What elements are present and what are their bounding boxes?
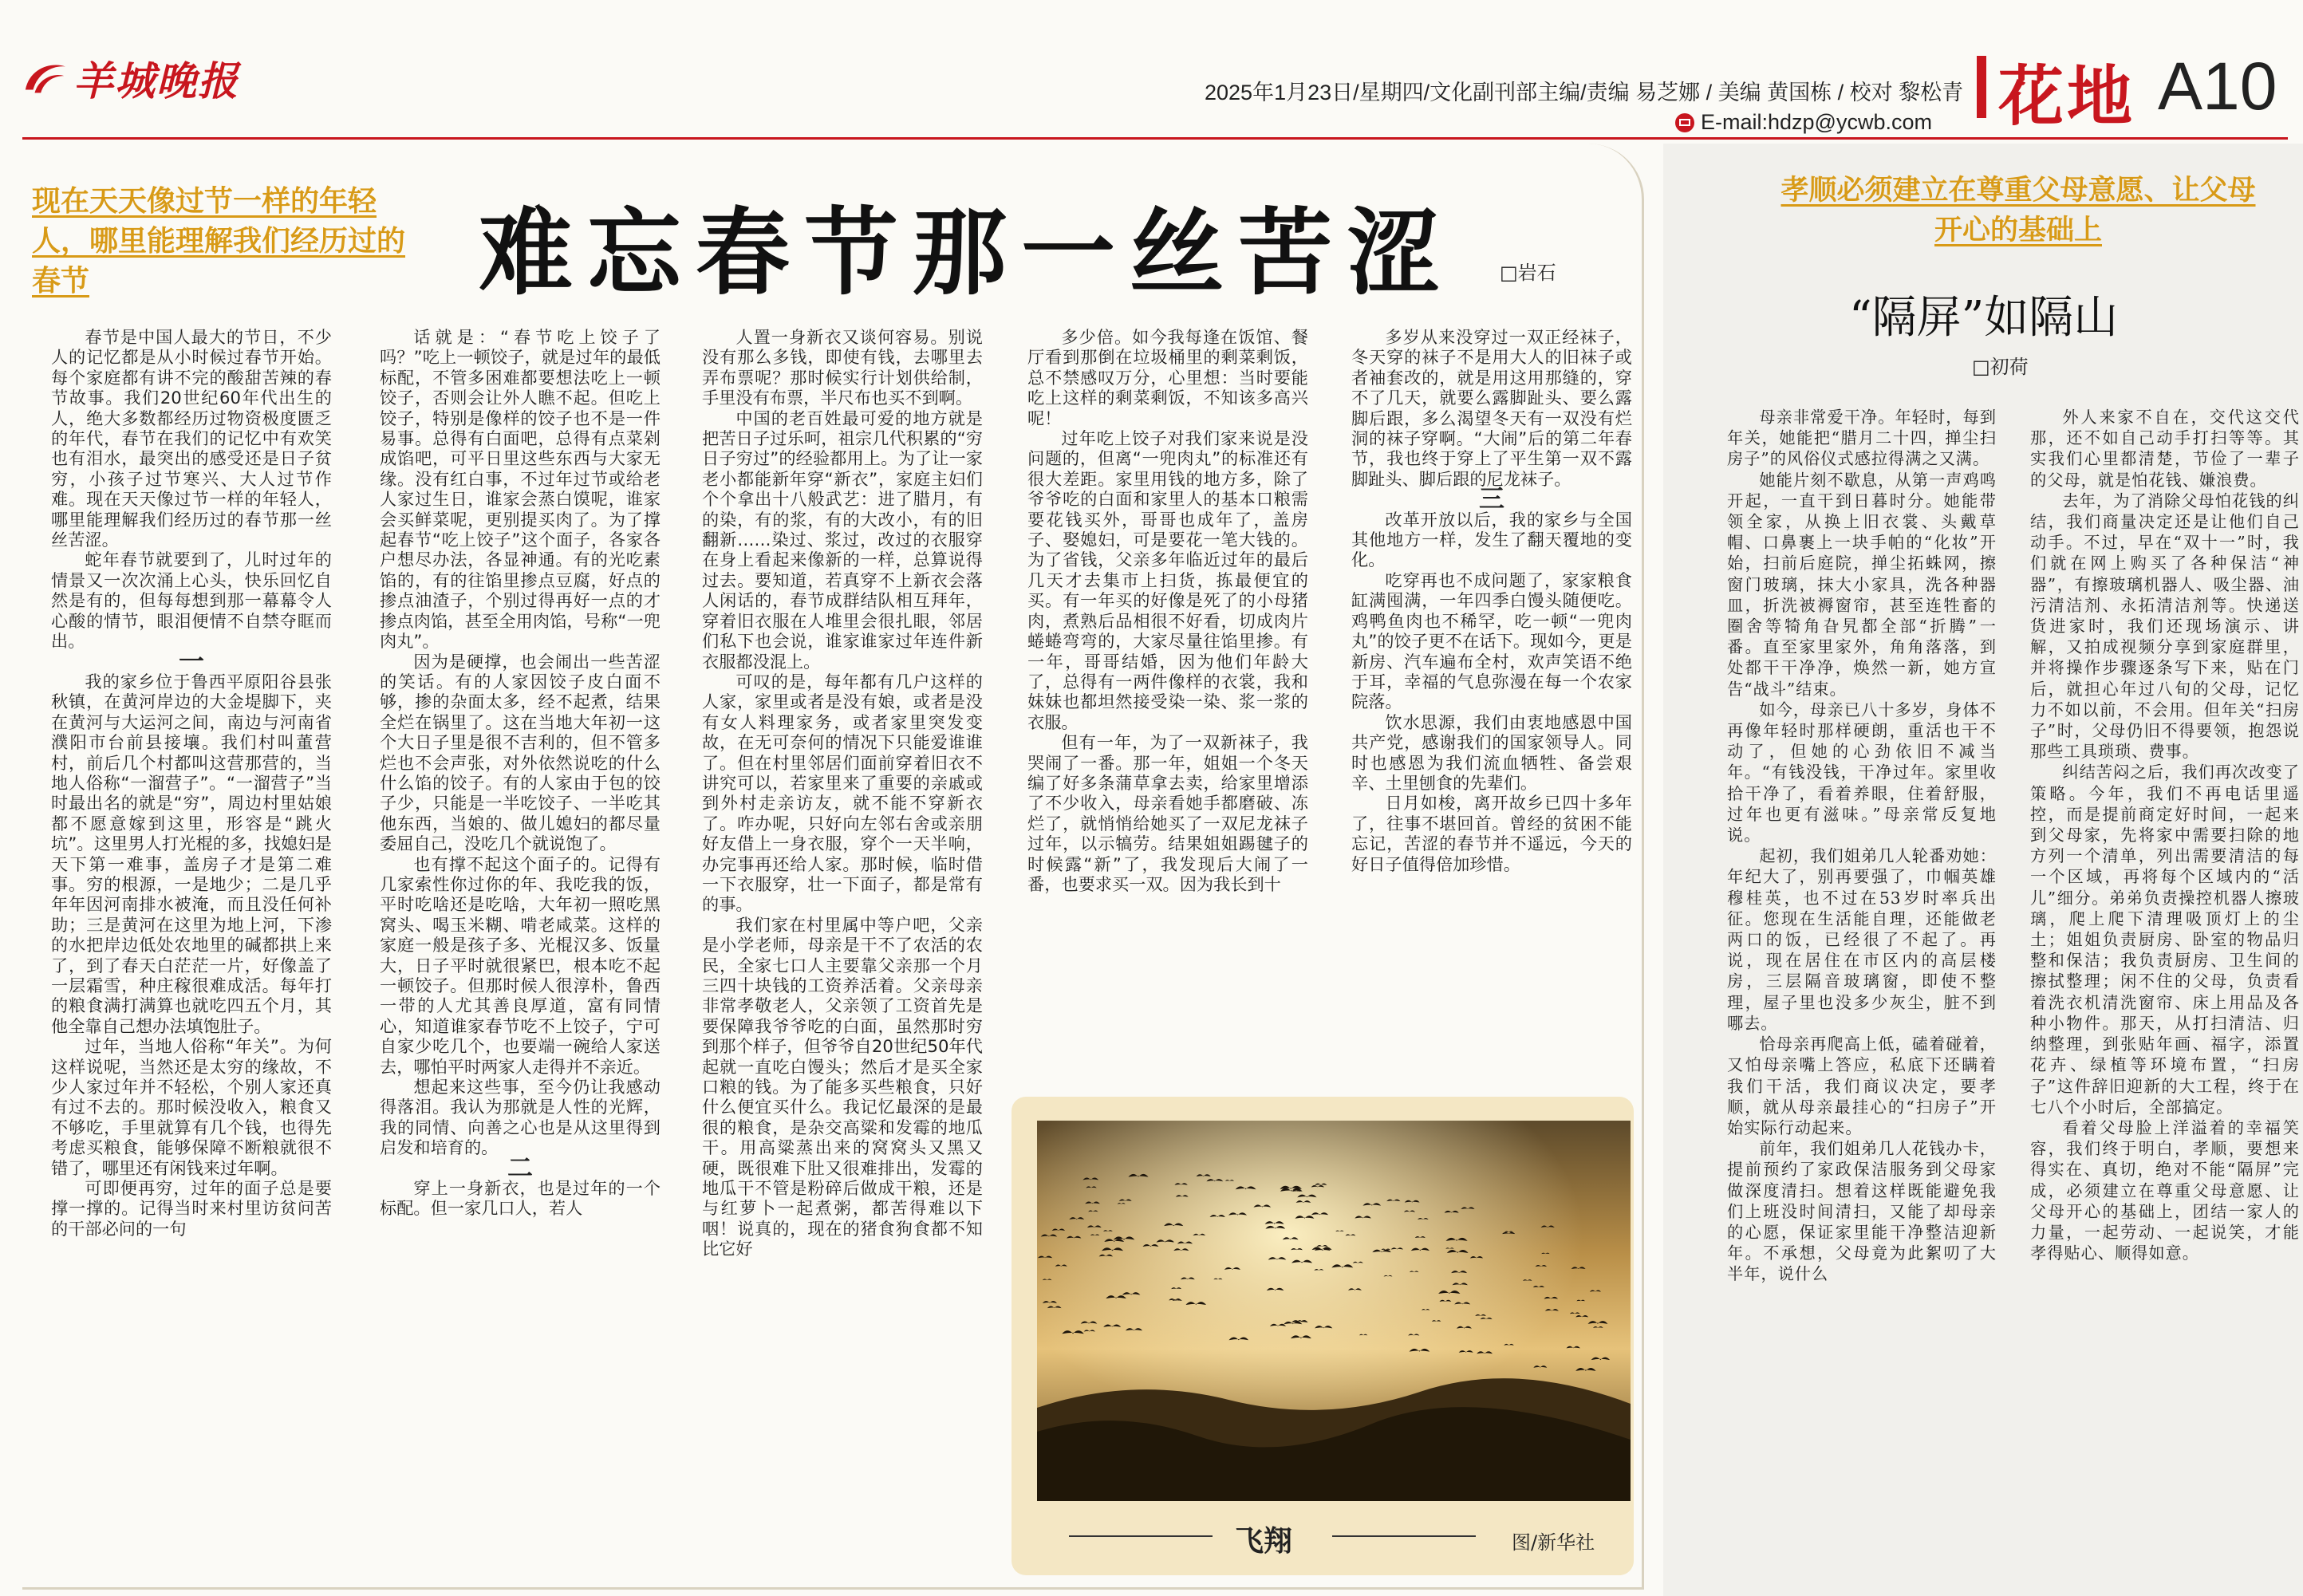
photo-credit: 图/新华社 xyxy=(1512,1531,1595,1554)
paragraph: 过年吃上饺子对我们家来说是没问题的，但离“一兜肉丸”的标准还有很大差距。家里用钱的地方多，除了爷爷吃的白面和家里人的基本口粮需要花钱买外，哥哥也成年了，盖房子、娶媳妇，可是要花一笔大钱的。为了省钱，父亲多年临近过年的最后几天才去集市上扫货，拣最便宜的买。有一年买的好像是死了的小母猪肉，煮熟后品相很不好看，切成肉片蜷蜷弯弯的，大家尽量往馅里掺。有一年，哥哥结婚，因为他们年龄大了，总得有一两件像样的衣裳，我和妹妹也都坦然接受染一染、浆一浆的衣服。 xyxy=(1027,428,1308,732)
article-column-3 xyxy=(702,327,983,1259)
paragraph: 多岁从来没穿过一双正经袜子，冬天穿的袜子不是用大人的旧袜子或者袖套改的，就是用这用那缝的，穿不了几天，就要么露脚趾头、要么露脚后跟，多么渴望冬天有一双没有烂洞的袜子穿啊。“大闹”后的第二年春节，我也终于穿上了平生第一双不露脚趾头、脚后跟的尼龙袜子。 xyxy=(1351,327,1632,489)
paragraph: 改革开放以后，我的家乡与全国其他地方一样，发生了翻天覆地的变化。 xyxy=(1351,509,1632,570)
paragraph: 如今，母亲已八十多岁，身体不再像年轻时那样硬朗，重活也干不动了，但她的心劲依旧不减当年。“有钱没钱，干净过年。家里收拾干净了，看着养眼，住着舒服，过年也更有滋味。”母亲常反复地说。 xyxy=(1727,699,1997,845)
paragraph: 话就是：“春节吃上饺子了吗？”吃上一顿饺子，就是过年的最低标配，不管多困难都要想法吃上一顿饺子，否则会让外人瞧不起。但吃上饺子，特别是像样的饺子也不是一件易事。总得有白面吧，总得有点菜剁成馅吧，可平日里这些东西与大家无缘。没有红白事，不过年过节或给老人家过生日，谁家会蒸白馍呢，谁家会买鲜菜呢，更别提买肉了。为了撑起春节“吃上饺子”这个面子，各家各户想尽办法，各显神通。有的光吃素馅的，有的往馅里掺点豆腐，好点的掺点油渣子，个别过得再好一点的才掺点肉馅，甚至全用肉馅，号称“一兜肉丸”。 xyxy=(380,327,661,652)
main-byline: □岩石 xyxy=(1500,262,1556,284)
paragraph: 穿上一身新衣，也是过年的一个标配。但一家几口人，若人 xyxy=(380,1178,661,1219)
main-headline: 难忘春节那一丝苦涩 xyxy=(479,197,1456,308)
dateline: 2025年1月23日/星期四/文化副刊部主编/责编 易芝娜 / 美编 黄国栋 / 校对 黎松青 xyxy=(1205,81,1964,104)
newspaper-logo xyxy=(22,49,239,107)
masthead-rule xyxy=(22,137,2288,140)
photo-caption: 飞翔 xyxy=(1235,1525,1293,1558)
paragraph: 日月如梭，离开故乡已四十多年了，往事不堪回首。曾经的贫困不能忘记，苦涩的春节并不遥远，今天的好日子值得倍加珍惜。 xyxy=(1351,793,1632,874)
side-col2-text xyxy=(2030,407,2300,1263)
logo-swirl-icon xyxy=(22,58,69,98)
side-column-1 xyxy=(1727,407,1997,1285)
article-column-4 xyxy=(1027,327,1308,894)
section-number-3: 三 xyxy=(1478,483,1504,514)
side-subhead: 孝顺必须建立在尊重父母意愿、让父母开心的基础上 xyxy=(1780,175,2256,246)
paragraph: 吃穿再也不成问题了，家家粮食缸满囤满，一年四季白馒头随便吃。鸡鸭鱼肉也不稀罕，吃一顿“一兜肉丸”的饺子更不在话下。现如今，更是新房、汽车遍布全村，欢声笑语不绝于耳，幸福的气息弥漫在每一个农家院落。 xyxy=(1351,569,1632,712)
section-number-1: 一 xyxy=(178,645,204,676)
paragraph: 我的家乡位于鲁西平原阳谷县张秋镇，在黄河岸边的大金堤脚下，夹在黄河与大运河之间，南边与河南省濮阳市台前县接壤。我们村叫董营村，前后几个村都叫这营那营的，当地人俗称“一溜营子”。“一溜营子”当时最出名的就是“穷”，周边村里姑娘都不愿意嫁到这里，形容是“跳火坑”。这里男人打光棍的多，找媳妇是天下第一难事，盖房子才是第二难事。穷的根源，一是地少；二是几乎年年因河南排水被淹，而且没任何补助；三是黄河在这里为地上河，下渗的水把岸边低处农地里的碱都拱上来了，到了春天白茫茫一片，好像盖了一层霜雪，种庄稼很难成活。每年打的粮食满打满算也就吃四五个月，其他全靠自己想办法填饱肚子。 xyxy=(51,671,332,1036)
col1-part-b xyxy=(51,672,332,1239)
col3-part-a xyxy=(702,327,983,1259)
logo-text: 羊城晚报 xyxy=(73,58,239,104)
article-column-1 xyxy=(51,327,332,1239)
paragraph: 饮水思源，我们由衷地感恩中国共产党，感谢我们的国家领导人。同时也感恩为我们流血牺牲、备尝艰辛、土里刨食的先辈们。 xyxy=(1351,711,1632,793)
photo-flying-birds xyxy=(1037,1121,1631,1501)
sunset-birds-image xyxy=(1037,1121,1631,1501)
paragraph: 中国的老百姓最可爱的地方就是把苦日子过乐呵，祖宗几代积累的“穷日子穷过”的经验都用上。为了让一家老小都能新年穿“新衣”，家庭主妇们个个拿出十八般武艺：进了腊月，有的染，有的浆，有的大改小，有的旧翻新……染过、浆过，改过的衣服穿在身上看起来像新的一样，总算说得过去。要知道，若真穿不上新衣会落人闲话的，春节成群结队相互拜年，穿着旧衣服在人堆里会很扎眼，邻居们私下也会说，谁家谁家过年连件新衣服都没混上。 xyxy=(702,408,983,672)
paragraph: 可叹的是，每年都有几户这样的人家，家里或者是没有娘，或者是没有女人料理家务，或者家里突发变故，在无可奈何的情况下只能爱谁谁了。但在村里邻居们面前穿着旧衣不讲究可以，若家里来了重要的亲戚或到外村走亲访友，就不能不穿新衣了。咋办呢，只好向左邻右舍或亲朋好友借上一身衣服，穿个一天半响，办完事再还给人家。那时候，临时借一下衣服穿，壮一下面子，都是常有的事。 xyxy=(702,671,983,915)
paragraph: 去年，为了消除父母怕花钱的纠结，我们商量决定还是让他们自己动手。不过，早在“双十一”时，我们就在网上购买了各种保洁“神器”，有擦玻璃机器人、吸尘器、油污清洁剂、永拓清洁剂等。快递送货进家时，我们还现场演示、讲解，又拍成视频分享到家庭群里，并将操作步骤逐条写下来，贴在门后，就担心年过八旬的父母，记忆力不如以前，不会用。但年关“扫房子”时，父母仍旧不得要领，抱怨说那些工具琐琐、费事。 xyxy=(2030,491,2300,762)
mail-icon xyxy=(1675,113,1694,132)
paragraph: 但有一年，为了一双新袜子，我哭闹了一番。那一年，姐姐一个冬天编了好多条蒲草拿去卖，给家里增添了不少收入，母亲看她手都磨破、冻烂了，就悄悄给她买了一双尼龙袜子过年，以示犒劳。结果姐姐踢毽子的时候露“新”了，我发现后大闹了一番，也要求买一双。因为我长到十 xyxy=(1027,732,1308,894)
col5-part-a xyxy=(1351,327,1632,489)
col2-part-b xyxy=(380,1178,661,1219)
caption-rule-left xyxy=(1069,1535,1213,1537)
paragraph: 纠结苦闷之后，我们再次改变了策略。今年，我们不再电话里遥控，而是提前商定好时间，一起来到父母家，先将家中需要扫除的地方列一个清单，列出需要清洁的每一个区域，再将每个区域内的“活儿”细分。弟弟负责操控机器人擦玻璃，爬上爬下清理吸顶灯上的尘土；姐姐负责厨房、卧室的物品归整和保洁；我负责厨房、卫生间的擦拭整理；闲不住的父母，负责看着洗衣机清洗窗帘、床上用品及各种小物件。那天，从打扫清洁、归纳整理，到张贴年画、福字，添置花卉、绿植等环境布置，“扫房子”这件辞旧迎新的大工程，终于在七八个小时后，全部搞定。 xyxy=(2030,763,2300,1117)
paragraph: 过年，当地人俗称“年关”。为何这样说呢，当然还是太穷的缘故，不少人家过年并不轻松，个别人家还真有过不去的。那时候没收入，粮食又不够吃，手里就算有几个钱，也得先考虑买粮食，能够保障不断粮就很不错了，哪里还有闲钱来过年啊。 xyxy=(51,1036,332,1178)
paragraph: 恰母亲再爬高上低，磕着碰着，又怕母亲嘴上答应，私底下还瞒着我们干活，我们商议决定，要孝顺，就从母亲最挂心的“扫房子”开始实际行动起来。 xyxy=(1727,1034,1997,1137)
col5-part-b xyxy=(1351,510,1632,874)
paragraph: 人置一身新衣又谈何容易。别说没有那么多钱，即使有钱，去哪里去弄布票呢？那时候实行计划供给制，手里没有布票，半尺布也买不到啊。 xyxy=(702,327,983,408)
article-column-5 xyxy=(1351,327,1632,874)
paragraph: 母亲非常爱干净。年轻时，每到年关，她能把“腊月二十四，掸尘扫房子”的风俗仪式感拉得满之又满。 xyxy=(1727,408,1997,469)
paragraph: 前年，我们姐弟几人花钱办卡，提前预约了家政保洁服务到父母家做深度清扫。想着这样既能避免我们上班没时间清扫，又能了却母亲的心愿，保证家里能干净整洁迎新年。不承想，父母竟为此絮叨了大半年，说什么 xyxy=(1727,1139,1997,1284)
paragraph: 看着父母脸上洋溢着的幸福笑容，我们终于明白，孝顺，要想来得实在、真切，绝对不能“隔屏”完成，必须建立在尊重父母意愿、让父母开心的基础上，团结一家人的力量，一起劳动、一起说笑，才能孝得贴心、顺得如意。 xyxy=(2030,1117,2300,1263)
paragraph: 可即便再穷，过年的面子总是要撑一撑的。记得当时来村里访贫问苦的干部必问的一句 xyxy=(51,1178,332,1239)
paragraph: 她能片刻不歇息，从第一声鸡鸣开起，一直干到日暮时分。她能带领全家，从换上旧衣裳、头戴草帽、口鼻裹上一块手帕的“化妆”开始，扫前后庭院，掸尘拓蛛网，擦窗门玻璃，抹大小家具，洗各种器皿，折洗被褥窗帘，甚至连牲畜的圈舍等犄角旮旯都全部“折腾”一番。直至家里家外，角角落落，到处都干干净净，焕然一新，她方宣告“战斗”结束。 xyxy=(1727,470,1997,699)
page-number: A10 xyxy=(2158,49,2277,124)
side-col1-text xyxy=(1727,407,1997,1285)
paragraph: 起初，我们姐弟几人轮番劝她：年纪大了，别再要强了，巾帼英雄穆桂英，也不过在53岁时率兵出征。您现在生活能自理，还能做老两口的饭，已经很了不起了。再说，现在居住在市区内的高层楼房，三层隔音玻璃窗，即使不整理，屋子里也没多少灰尘，脏不到哪去。 xyxy=(1727,846,1997,1033)
caption-rule-right xyxy=(1332,1535,1476,1537)
email-text: E-mail:hdzp@ycwb.com xyxy=(1701,110,1932,134)
side-headline: “隔屏”如隔山 xyxy=(1849,292,2119,344)
paragraph: 我们家在村里属中等户吧，父亲是小学老师，母亲是干不了农活的农民，全家七口人主要靠父亲那一个月三四十块钱的工资养活着。父亲母亲非常孝敬老人，父亲领了工资首先是要保障我爷爷吃的白面，虽然那时穷到那个样子，但爷爷自20世纪50年代起就一直吃白馒头；然后才是买全家口粮的钱。为了能多买些粮食，只好什么便宜买什么。我记忆最深的是最很的粮食，是杂交高粱和发霉的地瓜干。用高粱蒸出来的窝窝头又黑又硬，既很难下肚又很难排出，发霉的地瓜干不管是粉碎后做成干粮，还是与红萝卜一起煮粥，都苦得难以下咽！说真的，现在的猪食狗食都不知比它好 xyxy=(702,914,983,1259)
article-column-2 xyxy=(380,327,661,1219)
section-name: 花地 xyxy=(1998,59,2136,135)
section-marker xyxy=(1977,56,1986,118)
paragraph: 蛇年春节就要到了，儿时过年的情景又一次次涌上心头，快乐回忆自然是有的，但每每想到那一幕幕令人心酸的情节，眼泪便情不自禁夺眶而出。 xyxy=(51,550,332,652)
paragraph: 春节是中国人最大的节日，不少人的记忆都是从小时候过春节开始。每个家庭都有讲不完的酸甜苦辣的春节故事。我们20世纪60年代出生的人，绝大多数都经历过物资极度匮乏的年代，春节在我们的记忆中有欢笑也有泪水，最突出的感受还是日子贫穷，小孩子过节寒兴、大人过节作难。现在天天像过节一样的年轻人，哪里能理解我们经历过的春节那一丝丝苦涩。 xyxy=(51,327,332,550)
paragraph: 多少倍。如今我每逢在饭馆、餐厅看到那倒在垃圾桶里的剩菜剩饭，总不禁感叹万分，心里想：当时要能吃上这样的剩菜剩饭，不知该多高兴呢！ xyxy=(1027,327,1308,428)
paragraph: 也有撑不起这个面子的。记得有几家索性你过你的年、我吃我的饭，平时吃啥还是吃啥，大年初一照吃黑窝头、喝玉米糊、啃老咸菜。这样的家庭一般是孩子多、光棍汉多、饭量大，日子平时就很紧巴，根本吃不起一顿饺子。但那时候人很淳朴，鲁西一带的人尤其善良厚道，富有同情心，知道谁家春节吃不上饺子，宁可自家少吃几个，也要端一碗给人家送去，哪怕平时两家人走得并不亲近。 xyxy=(380,853,661,1077)
col4-part-a xyxy=(1027,327,1308,894)
col2-part-a xyxy=(380,327,661,1158)
email-line xyxy=(1675,110,1932,135)
side-column-2 xyxy=(2030,407,2300,1263)
paragraph: 想起来这些事，至今仍让我感动得落泪。我认为那就是人性的光辉，我的同情、向善之心也是从这里得到启发和培育的。 xyxy=(380,1077,661,1158)
paragraph: 因为是硬撑，也会闹出一些苦涩的笑话。有的人家因饺子皮白面不够，掺的杂面太多，经不起煮，结果全烂在锅里了。这在当地大年初一这个大日子里是很不吉利的，但不管多烂也不会声张，对外依然说吃的什么什么馅的饺子。有的人家由于包的饺子少，只能是一半吃饺子、一半吃其他东西，当娘的、做儿媳妇的都尽量委屈自己，没吃几个就说饱了。 xyxy=(380,651,661,854)
col1-part-a xyxy=(51,327,332,652)
main-subhead: 现在天天像过节一样的年轻人，哪里能理解我们经历过的春节 xyxy=(32,185,406,298)
paragraph: 外人来家不自在，交代这交代那，还不如自己动手打扫等等。其实我们心里都清楚，节俭了一辈子的父母，就是怕花钱、嫌浪费。 xyxy=(2030,408,2300,490)
side-byline: □初荷 xyxy=(1972,356,2029,378)
section-number-2: 二 xyxy=(507,1152,533,1183)
